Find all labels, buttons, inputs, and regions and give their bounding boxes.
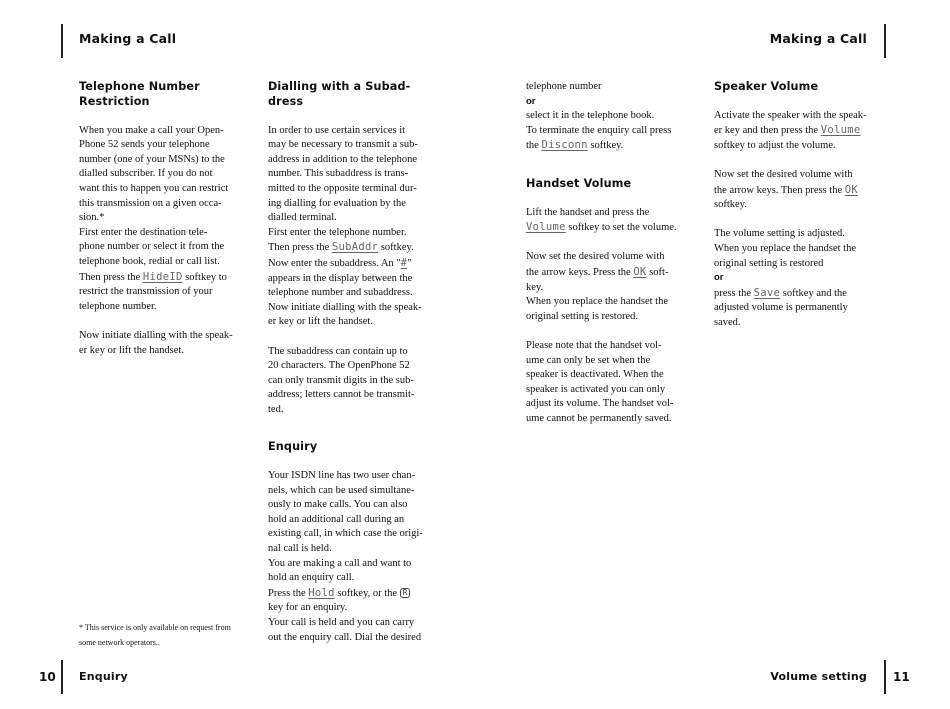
speaker-volume-softkey: Volume xyxy=(820,124,861,137)
volume-softkey: Volume xyxy=(526,221,566,234)
column-handset-volume xyxy=(526,80,684,426)
hold-softkey: Hold xyxy=(308,586,335,599)
right-page-number: 11 xyxy=(893,670,910,684)
footer-left-rule xyxy=(61,660,63,694)
paragraph-enquiry-continued: telephone number or select it in the telephone book. To terminate the enquiry call press the Disconn softkey. xyxy=(526,81,672,152)
header-right-rule xyxy=(884,24,886,58)
r-key-icon: R xyxy=(400,588,411,598)
paragraph-restriction-intro: When you make a call your Open- Phone 52 sends your telephone number (one of your MSNs) to the dialled subscriber. If you do not want this to happen you can restrict this transmission on a given occa- sion.* First enter the destination tele- phone number or select it from the telephone book, redial or call list. Then press the HideID softkey to restrict the transmission of your telephone number. xyxy=(79,124,229,312)
section-title-subaddress: Dialling with a Subad- dress xyxy=(268,80,411,108)
column-subaddress-enquiry xyxy=(268,79,426,645)
paragraph-set-handset-volume: Now set the desired volume with the arrow keys. Press the OK soft- key. When you replace the handset the original setting is restored. xyxy=(526,251,669,322)
footnote: * This service is only available on request from some network operators.. xyxy=(79,623,231,647)
right-footer-section: Volume setting xyxy=(770,670,867,683)
right-page-header: Making a Call xyxy=(769,31,867,46)
hash-symbol: # xyxy=(400,256,408,269)
column-telephone-number-restriction xyxy=(79,79,237,358)
footer-right-rule xyxy=(884,660,886,694)
left-footer-section: Enquiry xyxy=(79,670,128,683)
speaker-ok-softkey: OK xyxy=(844,183,858,196)
paragraph-subaddress-length: The subaddress can contain up to 20 characters. The OpenPhone 52 can only transmit digits in the sub- address; letters cannot be transmit- ted. xyxy=(268,345,415,415)
paragraph-subaddress-intro: In order to use certain services it may be necessary to transmit a sub- address in addition to the telephone number. This subaddress is trans- mitted to the opposite terminal dur- ing dialling for evaluation by the dialled terminal. First enter the telephone number. Then press the SubAddr softkey. Now enter the subaddress. An "#" appears in the display between the telephone number and subaddress. Now initiate dialling with the speak- er key or lift the handset. xyxy=(268,124,422,328)
section-title-speaker-volume: Speaker Volume xyxy=(714,80,819,93)
paragraph-handset-volume: Lift the handset and press the Volume softkey to set the volume. xyxy=(526,206,677,234)
section-title-number-restriction: Telephone Number Restriction xyxy=(79,80,200,108)
section-title-handset-volume: Handset Volume xyxy=(526,176,632,190)
disconn-softkey: Disconn xyxy=(541,139,588,152)
save-softkey: Save xyxy=(753,286,781,299)
paragraph-initiate-dialling: Now initiate dialling with the speak- er key or lift the handset. xyxy=(79,329,233,356)
hideid-softkey: HideID xyxy=(142,270,183,283)
paragraph-handset-volume-note: Please note that the handset vol- ume can only be set when the speaker is deactivated. When the speaker is activated you can only adjust its volume. The handset vol- ume cannot be permanently saved. xyxy=(526,339,674,424)
paragraph-speaker-activate: Activate the speaker with the speak- er key and then press the Volume softkey to adjust the volume. xyxy=(714,109,867,151)
subaddr-softkey: SubAddr xyxy=(331,241,379,254)
left-page-header: Making a Call xyxy=(79,31,177,46)
paragraph-enquiry: Your ISDN line has two user chan- nels, which can be used simultane- ously to make calls. You can also hold an additional call during an existing call, in which case the origi- nal call is held. You are making a call and want to hold an enquiry call. Press the Hold softkey, or the R key for an enquiry. Your call is held and you can carry out the enquiry call. Dial the desired xyxy=(268,470,423,643)
ok-softkey: OK xyxy=(633,265,647,278)
header-left-rule xyxy=(61,24,63,58)
paragraph-speaker-set-volume: Now set the desired volume with the arrow keys. Then press the OK softkey. xyxy=(714,168,858,211)
left-page-number: 10 xyxy=(39,670,56,684)
section-title-enquiry: Enquiry xyxy=(268,440,318,454)
column-speaker-volume xyxy=(714,79,872,331)
paragraph-speaker-adjusted: The volume setting is adjusted. When you replace the handset the original setting is restored or press the Save softkey and the adjusted volume is permanently saved. xyxy=(714,228,856,328)
